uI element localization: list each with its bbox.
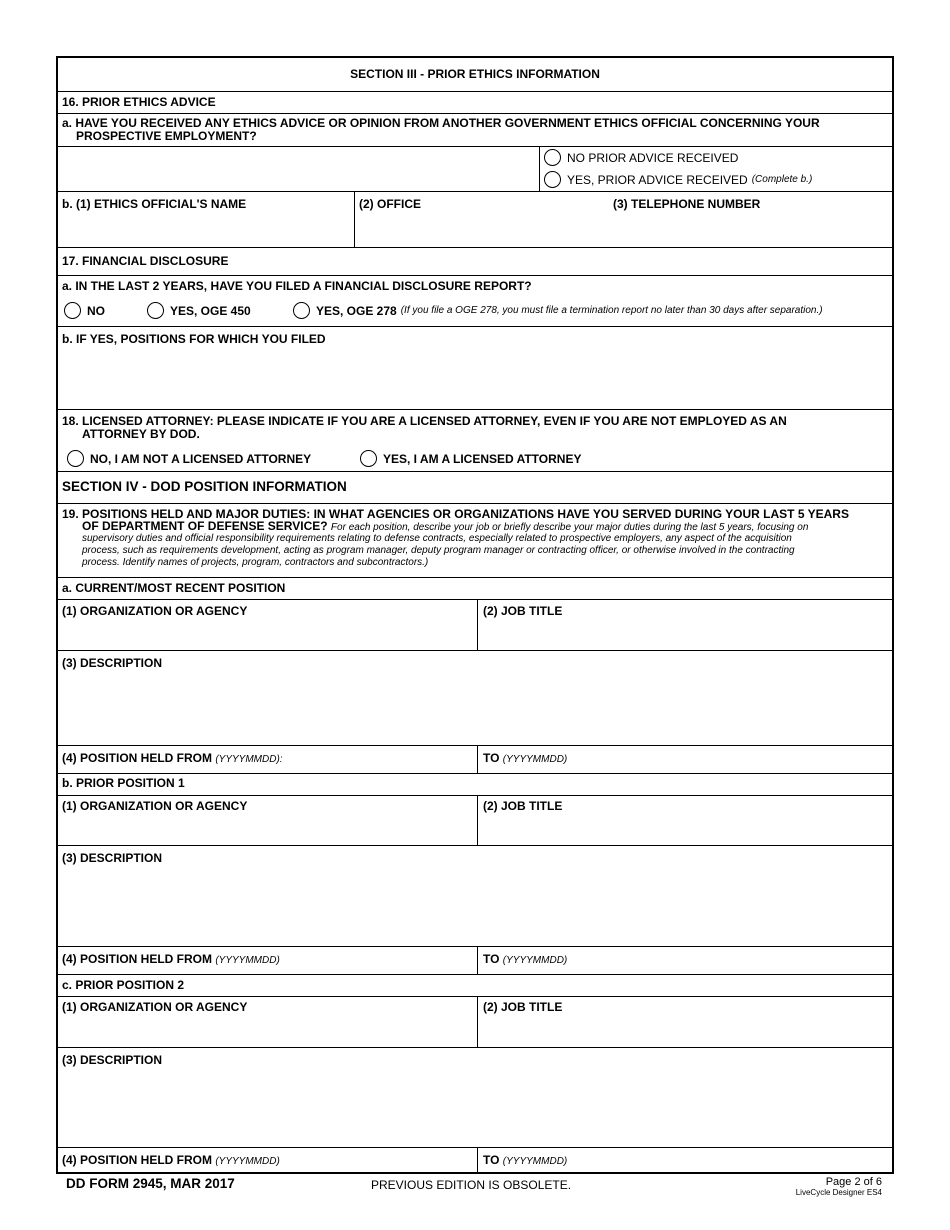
- position-c-job-input[interactable]: [483, 1021, 887, 1043]
- position-a-from-format: (YYYYMMDD):: [215, 754, 283, 765]
- position-b-job-input[interactable]: [483, 820, 887, 842]
- position-c-job-label: (2) JOB TITLE: [483, 1000, 563, 1014]
- q18-yes-label: YES, I AM A LICENSED ATTORNEY: [383, 451, 582, 466]
- position-c-from-label: [62, 1154, 280, 1168]
- position-b-from-label: [62, 953, 280, 967]
- q17b-row: [58, 327, 892, 410]
- ethics-office-input[interactable]: [359, 218, 607, 240]
- position-a-to-cell[interactable]: [477, 746, 892, 773]
- q16a-line2: PROSPECTIVE EMPLOYMENT?: [76, 129, 257, 143]
- edition-note: PREVIOUS EDITION IS OBSOLETE.: [371, 1178, 572, 1192]
- position-a-to-format: (YYYYMMDD): [502, 754, 568, 765]
- position-b-from-text: (4) POSITION HELD FROM: [62, 952, 212, 966]
- position-a-job-cell: [477, 600, 892, 650]
- position-c-org-input[interactable]: [62, 1021, 472, 1043]
- ethics-phone-input[interactable]: [613, 218, 889, 240]
- position-a-job-label: (2) JOB TITLE: [483, 604, 563, 618]
- position-c-from-format: (YYYYMMDD): [215, 1156, 280, 1167]
- position-a-desc-input[interactable]: [62, 675, 886, 741]
- q16a-option-yes[interactable]: [544, 171, 812, 188]
- position-b-job-cell: [477, 796, 892, 845]
- q17a-option-oge450[interactable]: [147, 302, 251, 319]
- q19-row: [58, 504, 892, 578]
- q16b-name-label: b. (1) ETHICS OFFICIAL'S NAME: [62, 197, 247, 211]
- position-b-to-cell[interactable]: [477, 947, 892, 974]
- q17a-oge450-radio[interactable]: [147, 302, 164, 319]
- q16a-yes-label: YES, PRIOR ADVICE RECEIVED: [567, 172, 748, 187]
- q18-no-label: NO, I AM NOT A LICENSED ATTORNEY: [90, 451, 312, 466]
- q17-header: [58, 248, 892, 276]
- q16b-office-cell: [354, 192, 892, 247]
- form-page: [56, 56, 894, 1174]
- position-b-to-text: TO: [483, 952, 500, 966]
- q17a-oge278-label: YES, OGE 278: [316, 303, 397, 318]
- position-a-org-row: [58, 600, 892, 651]
- position-a-to-text: TO: [483, 751, 500, 765]
- position-a-org-label: (1) ORGANIZATION OR AGENCY: [62, 604, 248, 618]
- position-b-desc-input[interactable]: [62, 870, 886, 942]
- position-a-desc-label: (3) DESCRIPTION: [62, 656, 163, 670]
- position-c-title: c. PRIOR POSITION 2: [62, 978, 185, 992]
- position-a-dates-row: [58, 746, 892, 774]
- position-b-header: [58, 774, 892, 796]
- position-c-to-cell[interactable]: [477, 1148, 892, 1172]
- software-label: LiveCycle Designer ES4: [795, 1188, 882, 1197]
- q17a-oge278-radio[interactable]: [293, 302, 310, 319]
- q16a-option-no[interactable]: [544, 149, 738, 166]
- q19-line5: process. Identify names of projects, program, contractors and subcontractors.): [82, 557, 429, 568]
- position-b-job-label: (2) JOB TITLE: [483, 799, 563, 813]
- q16b-office-label: (2) OFFICE: [359, 197, 421, 211]
- q16b-row: [58, 192, 892, 248]
- position-c-to-format: (YYYYMMDD): [502, 1156, 568, 1167]
- position-b-org-label: (1) ORGANIZATION OR AGENCY: [62, 799, 248, 813]
- position-b-desc-label: (3) DESCRIPTION: [62, 851, 163, 865]
- q16a-yes-radio[interactable]: [544, 171, 561, 188]
- q17b-label: b. IF YES, POSITIONS FOR WHICH YOU FILED: [62, 332, 326, 346]
- position-a-job-input[interactable]: [483, 624, 887, 646]
- q17a-question: a. IN THE LAST 2 YEARS, HAVE YOU FILED A FINANCIAL DISCLOSURE REPORT?: [62, 279, 532, 293]
- form-id: DD FORM 2945, MAR 2017: [66, 1176, 235, 1191]
- q18-line1: 18. LICENSED ATTORNEY: PLEASE INDICATE IF YOU ARE A LICENSED ATTORNEY, EVEN IF YOU ARE NOT EMPLOYED AS AN: [62, 414, 787, 428]
- q19-line3: supervisory duties and official responsibility requirements relating to defense contracts, especially related to prospective employers, any aspect of the acquisition: [82, 533, 792, 544]
- q17a-option-oge278[interactable]: [293, 302, 823, 319]
- position-a-desc-row: [58, 651, 892, 746]
- position-b-from-format: (YYYYMMDD): [215, 955, 280, 966]
- position-c-job-cell: [477, 997, 892, 1047]
- position-c-dates-row: [58, 1148, 892, 1172]
- q17a-row: [58, 276, 892, 327]
- position-b-to-label: [483, 953, 567, 967]
- position-c-to-text: TO: [483, 1153, 500, 1167]
- q17a-no-radio[interactable]: [64, 302, 81, 319]
- q16a-yes-note: (Complete b.): [751, 174, 813, 185]
- q17-title: 17. FINANCIAL DISCLOSURE: [62, 254, 229, 268]
- q16a-line1: a. HAVE YOU RECEIVED ANY ETHICS ADVICE OR OPINION FROM ANOTHER GOVERNMENT ETHICS OFFICIAL CONCERNING YOUR: [62, 116, 820, 130]
- q18-line2: ATTORNEY BY DOD.: [82, 427, 200, 441]
- position-a-title: a. CURRENT/MOST RECENT POSITION: [62, 581, 286, 595]
- position-c-desc-input[interactable]: [62, 1072, 886, 1142]
- section-iii-header: [58, 58, 892, 92]
- q16-title: 16. PRIOR ETHICS ADVICE: [62, 95, 216, 109]
- q17b-positions-input[interactable]: [62, 351, 886, 405]
- position-a-from-label: [62, 752, 283, 766]
- q19-line2-bold: OF DEPARTMENT OF DEFENSE SERVICE?: [82, 519, 328, 533]
- page-number: Page 2 of 6: [825, 1176, 882, 1188]
- position-c-desc-row: [58, 1048, 892, 1148]
- position-b-org-row: [58, 796, 892, 846]
- q19-line2-italic: For each position, describe your job or briefly describe your major duties during the last 5 years, focusing on: [330, 522, 809, 533]
- position-b-org-input[interactable]: [62, 820, 472, 842]
- position-b-dates-row: [58, 947, 892, 975]
- q17a-oge450-label: YES, OGE 450: [170, 303, 251, 318]
- position-c-org-row: [58, 997, 892, 1048]
- section-iii-title: SECTION III - PRIOR ETHICS INFORMATION: [350, 67, 600, 81]
- q17a-option-no[interactable]: [64, 302, 105, 319]
- q16-header: [58, 92, 892, 114]
- position-b-desc-row: [58, 846, 892, 947]
- q18-no-radio[interactable]: [67, 450, 84, 467]
- q16b-phone-label: (3) TELEPHONE NUMBER: [613, 197, 761, 211]
- position-c-from-text: (4) POSITION HELD FROM: [62, 1153, 212, 1167]
- position-c-header: [58, 975, 892, 997]
- q17a-oge278-note: (If you file a OGE 278, you must file a termination report no later than 30 days after separation.): [400, 305, 823, 316]
- section-iv-header: [58, 472, 892, 504]
- position-a-to-label: [483, 752, 567, 766]
- q18-row: [58, 410, 892, 472]
- position-c-to-label: [483, 1154, 567, 1168]
- q18-yes-radio[interactable]: [360, 450, 377, 467]
- q19-line2: [82, 520, 808, 534]
- section-iv-title: SECTION IV - DOD POSITION INFORMATION: [62, 479, 347, 494]
- q16a-no-label: NO PRIOR ADVICE RECEIVED: [567, 150, 739, 165]
- position-c-desc-label: (3) DESCRIPTION: [62, 1053, 163, 1067]
- q18-option-no[interactable]: [67, 450, 311, 467]
- position-a-from-text: (4) POSITION HELD FROM: [62, 751, 212, 765]
- position-b-to-format: (YYYYMMDD): [502, 955, 568, 966]
- q19-line1: 19. POSITIONS HELD AND MAJOR DUTIES: IN WHAT AGENCIES OR ORGANIZATIONS HAVE YOU SERVED DURING YOUR LAST 5 YEARS: [62, 507, 849, 521]
- q17a-no-label: NO: [87, 303, 105, 318]
- q18-option-yes[interactable]: [360, 450, 581, 467]
- position-b-title: b. PRIOR POSITION 1: [62, 776, 185, 790]
- q19-line4: process, such as requirements development, acting as program manager, deputy program manager or contracting officer, or otherwise involved in the contracting: [82, 545, 795, 556]
- q16a-no-radio[interactable]: [544, 149, 561, 166]
- position-a-header: [58, 578, 892, 600]
- q16a-options-row: [58, 147, 892, 192]
- q16a-question-row: [58, 114, 892, 147]
- position-c-org-label: (1) ORGANIZATION OR AGENCY: [62, 1000, 248, 1014]
- q16a-options-cell: [539, 147, 892, 191]
- position-a-org-input[interactable]: [62, 624, 472, 646]
- ethics-official-name-input[interactable]: [62, 218, 348, 240]
